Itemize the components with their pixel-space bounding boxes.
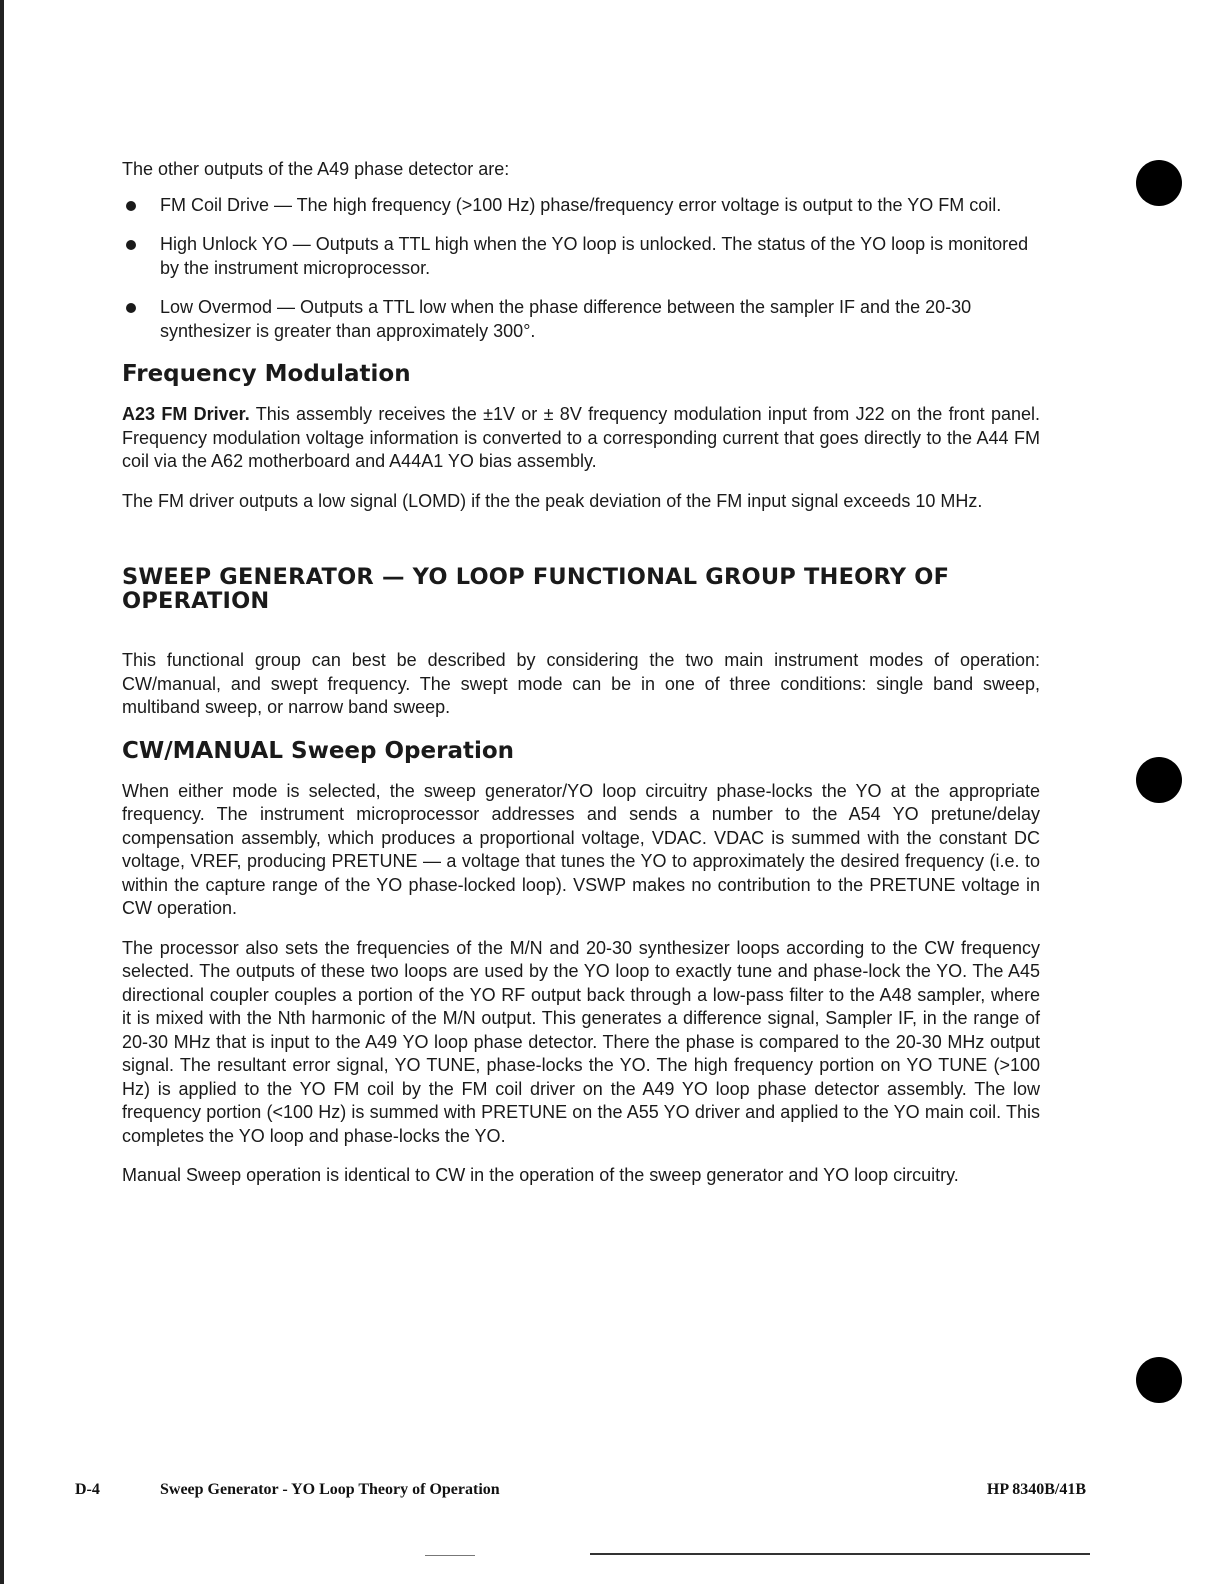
footer-model: HP 8340B/41B	[986, 1481, 1086, 1498]
phase-detector-output-list	[122, 194, 1040, 344]
cw-paragraph-2: The processor also sets the frequencies of the M/N and 20-30 synthesizer loops according to the CW frequency selected. The outputs of these two loops are used by the YO loop to exactly tune and phase-lock the YO. The A45 directional coupler couples a portion of the YO RF output back through a low-pass filter to the A48 sampler, where it is mixed with the Nth harmonic of the M/N output. This generates a difference signal, Sampler IF, in the range of 20-30 MHz that is input to the A49 YO loop phase detector. There the phase is compared to the 20-30 MHz output signal. The resultant error signal, YO TUNE, phase-locks the YO. The high frequency portion on YO TUNE (>100 Hz) is applied to the YO FM coil by the FM coil driver on the A49 YO loop phase detector assembly. The low frequency portion (<100 Hz) is summed with PRETUNE on the A55 YO driver and applied to the YO main coil. This completes the YO loop and phase-locks the YO.	[122, 937, 1040, 1146]
page-body	[122, 158, 1040, 1188]
list-item: Low Overmod — Outputs a TTL low when the phase difference between the sampler IF and the 20-30 synthesizer is greater than approximately 300°.	[122, 296, 1040, 343]
intro-paragraph: The other outputs of the A49 phase detector are:	[122, 159, 510, 179]
section-heading-cw-manual: CW/MANUAL Sweep Operation	[122, 737, 515, 764]
fm-lomd-paragraph: The FM driver outputs a low signal (LOMD) if the the peak deviation of the FM input signal exceeds 10 MHz.	[122, 490, 983, 511]
section-heading-frequency-modulation: Frequency Modulation	[122, 361, 411, 387]
page-left-edge	[0, 0, 4, 1584]
bottom-rule	[425, 1555, 475, 1556]
fm-driver-paragraph: A23 FM Driver. This assembly receives the ±1V or ± 8V frequency modulation input from J22 on the front panel. Frequency modulation voltage information is converted to a corresponding current that goes directly to the A44 FM coil via the A62 motherboard and A44A1 YO bias assembly.	[122, 404, 1040, 471]
bullet-icon	[126, 201, 136, 211]
section-heading-sweep-generator: SWEEP GENERATOR — YO LOOP FUNCTIONAL GROUP THEORY OF OPERATION	[122, 564, 950, 614]
binder-hole	[1136, 757, 1182, 803]
binder-hole	[1136, 160, 1182, 206]
cw-paragraph-3: Manual Sweep operation is identical to CW in the operation of the sweep generator and YO loop circuitry.	[122, 1165, 959, 1185]
cw-paragraph-1: When either mode is selected, the sweep generator/YO loop circuitry phase-locks the YO at the appropriate frequency. The instrument microprocessor addresses and sends a number to the A54 YO pretune/delay compensation assembly, which produces a proportional voltage, VDAC. VDAC is summed with the constant DC voltage, VREF, producing PRETUNE — a voltage that tunes the YO to approximately the desired frequency (i.e. to within the capture range of the YO phase-locked loop). VSWP makes no contribution to the PRETUNE voltage in CW operation.	[122, 780, 1040, 918]
list-item: High Unlock YO — Outputs a TTL high when the YO loop is unlocked. The status of the YO loop is monitored by the instrument microprocessor.	[122, 233, 1040, 280]
footer-section-title: Sweep Generator - YO Loop Theory of Operation	[160, 1481, 500, 1498]
binder-hole	[1136, 1357, 1182, 1403]
footer-page-number: D-4	[75, 1481, 100, 1498]
list-item: FM Coil Drive — The high frequency (>100 Hz) phase/frequency error voltage is output to the YO FM coil.	[122, 194, 1040, 218]
bullet-icon	[126, 303, 136, 313]
bullet-icon	[126, 240, 136, 250]
sweep-intro-paragraph: This functional group can best be described by considering the two main instrument modes of operation: CW/manual, and swept frequency. The swept mode can be in one of three conditions: single band sweep, multiband sweep, or narrow band sweep.	[122, 650, 1040, 717]
fm-driver-lead: A23 FM Driver.	[122, 404, 250, 424]
bottom-rule	[590, 1553, 1090, 1555]
